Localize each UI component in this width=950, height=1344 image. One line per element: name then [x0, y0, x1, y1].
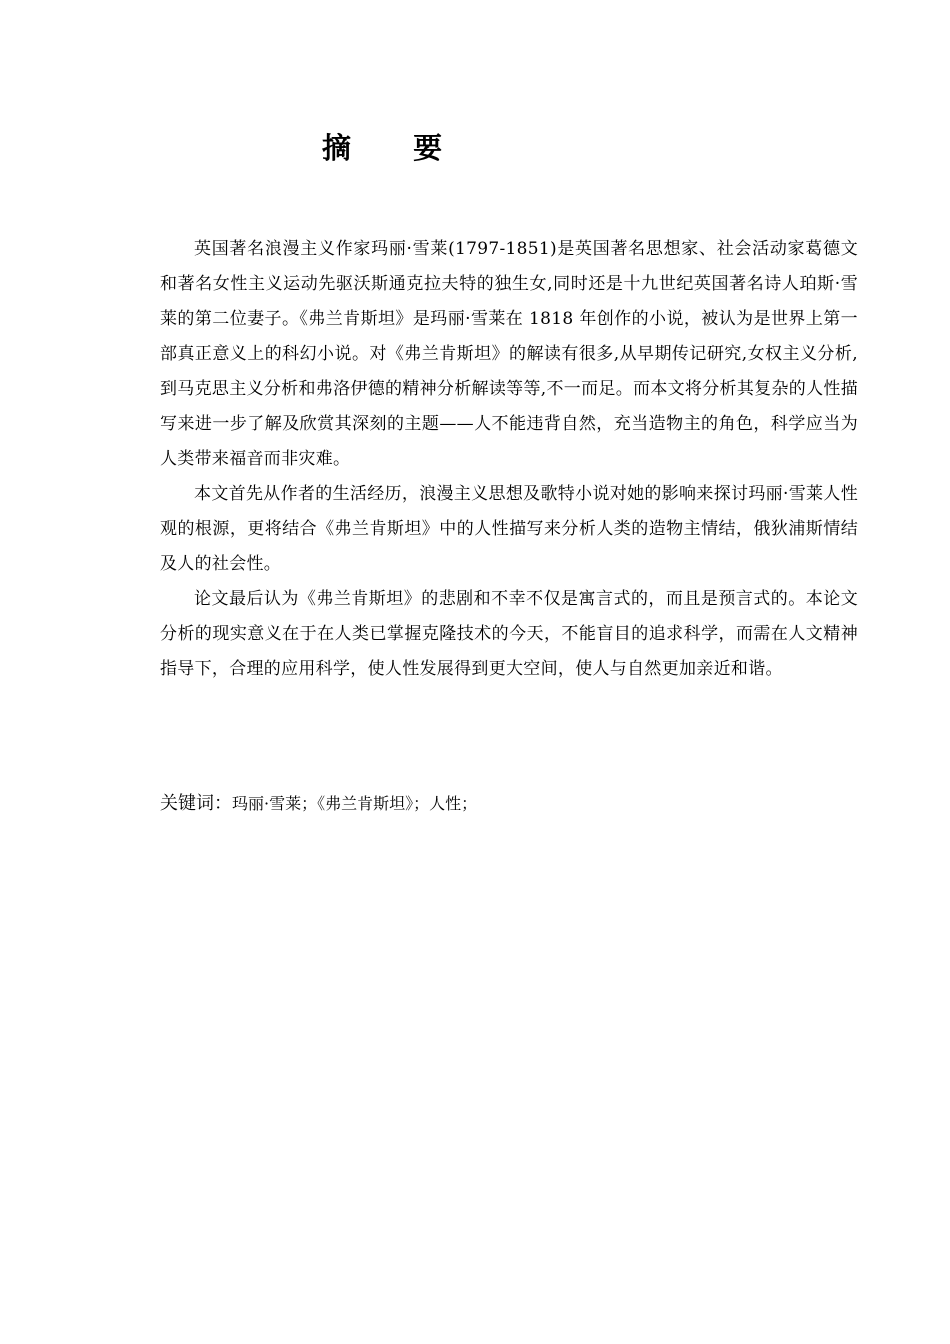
keywords-value: 玛丽·雪莱；《弗兰肯斯坦》；人性；: [232, 794, 478, 813]
keywords-label: 关键词：: [160, 793, 232, 814]
page-title: 摘 要: [322, 131, 469, 165]
keywords-line: [160, 787, 858, 821]
abstract-paragraph-3: 论文最后认为《弗兰肯斯坦》的悲剧和不幸不仅是寓言式的，而且是预言式的。本论文分析的现实意义在于在人类已掌握克隆技术的今天，不能盲目的追求科学，而需在人文精神指导下，合理的应用科学，使人性发展得到更大空间，使人与自然更加亲近和谐。: [160, 589, 858, 679]
abstract-body: [160, 232, 858, 687]
abstract-paragraph-2: 本文首先从作者的生活经历，浪漫主义思想及歌特小说对她的影响来探讨玛丽·雪莱人性观的根源，更将结合《弗兰肯斯坦》中的人性描写来分析人类的造物主情结，俄狄浦斯情结及人的社会性。: [160, 484, 858, 574]
abstract-paragraph-1: 英国著名浪漫主义作家玛丽·雪莱(1797-1851)是英国著名思想家、社会活动家葛德文和著名女性主义运动先驱沃斯通克拉夫特的独生女,同时还是十九世纪英国著名诗人珀斯·雪莱的第二位妻子。《弗兰肯斯坦》是玛丽·雪莱在 1818 年创作的小说，被认为是世界上第一部真正意义上的科幻小说。对《弗兰肯斯坦》的解读有很多,从早期传记研究,女权主义分析,到马克思主义分析和弗洛伊德的精神分析解读等等,不一而足。而本文将分析其复杂的人性描写来进一步了解及欣赏其深刻的主题——人不能违背自然，充当造物主的角色，科学应当为人类带来福音而非灾难。: [160, 239, 858, 469]
